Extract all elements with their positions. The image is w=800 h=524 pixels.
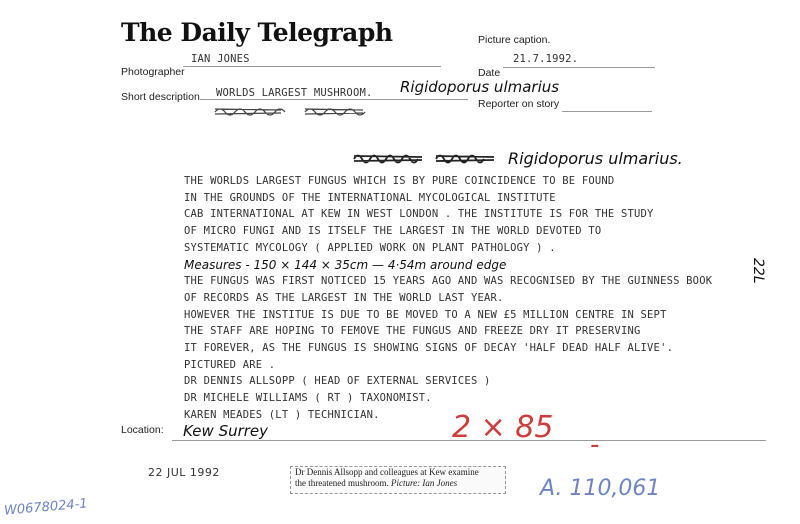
received-date-stamp: 22 JUL 1992 <box>148 466 220 479</box>
body-line: IT FOREVER, AS THE FUNGUS IS SHOWING SIGNS OF DECAY 'HALF DEAD HALF ALIVE'. <box>184 342 674 355</box>
body-line: IN THE GROUNDS OF THE INTERNATIONAL MYCOLOGICAL INSTITUTE <box>184 191 556 204</box>
body-line: KAREN MEADES (LT ) TECHNICIAN. <box>184 408 380 421</box>
short-description-label: Short description. <box>121 91 203 103</box>
body-line: THE FUNGUS WAS FIRST NOTICED 15 YEARS AGO AND WAS RECOGNISED BY THE GUINNESS BOOK <box>184 275 713 288</box>
red-tick-mark: - <box>590 430 600 460</box>
clipping-credit: Picture: Ian Jones <box>390 478 458 488</box>
body-line: CAB INTERNATIONAL AT KEW IN WEST LONDON . THE INSTITUTE IS FOR THE STUDY <box>184 208 654 221</box>
body-line: OF RECORDS AS THE LARGEST IN THE WORLD LAST YEAR. <box>184 291 504 304</box>
crossed-out-text-icon <box>213 104 373 118</box>
short-description-value: WORLDS LARGEST MUSHROOM. <box>216 87 373 99</box>
body-line: HOWEVER THE INSTITUE IS DUE TO BE MOVED TO A NEW £5 MILLION CENTRE IN SEPT <box>184 308 667 321</box>
photographer-label: Photographer <box>121 66 185 78</box>
archive-reference: A. 110,061 <box>540 476 661 501</box>
clipping-caption-text: the threatened mushroom. <box>295 478 389 488</box>
clipping-caption-line2 <box>291 478 505 489</box>
body-handwritten-title: Rigidoporus ulmarius. <box>508 149 683 168</box>
body-line: SYSTEMATIC MYCOLOGY ( APPLIED WORK ON PLANT PATHOLOGY ) . <box>184 241 556 254</box>
body-line: PICTURED ARE . <box>184 358 276 371</box>
short-description-rule <box>200 99 468 100</box>
photographer-rule <box>183 66 441 67</box>
picture-caption-label: Picture caption. <box>478 34 551 46</box>
date-rule <box>503 67 655 68</box>
date-value: 21.7.1992. <box>513 53 579 65</box>
newspaper-clipping <box>290 466 506 494</box>
body-line: THE STAFF ARE HOPING TO FEMOVE THE FUNGUS AND FREEZE DRY IT PRESERVING <box>184 325 641 338</box>
photographer-value: IAN JONES <box>191 53 250 65</box>
body-line: OF MICRO FUNGI AND IS ITSELF THE LARGEST IN THE WORLD DEVOTED TO <box>184 225 602 238</box>
reporter-rule <box>562 111 652 112</box>
bottom-reference-number: W0678024-1 <box>3 496 89 519</box>
location-value: Kew Surrey <box>183 422 269 440</box>
caption-body <box>184 173 712 424</box>
reporter-label: Reporter on story <box>478 98 560 110</box>
clipping-caption-line1: Dr Dennis Allsopp and colleagues at Kew examine <box>295 467 479 477</box>
body-line: THE WORLDS LARGEST FUNGUS WHICH IS BY PURE COINCIDENCE TO BE FOUND <box>184 175 615 187</box>
date-label: Date <box>478 67 501 79</box>
crossed-out-title-icon <box>352 150 500 166</box>
short-description-handwritten: Rigidoporus ulmarius <box>400 78 560 96</box>
location-label: Location: <box>121 424 164 436</box>
measures-handwritten-note: Measures - 150 × 144 × 35cm — 4·54m around edge <box>184 257 507 272</box>
body-line: DR DENNIS ALLSOPP ( HEAD OF EXTERNAL SERVICES ) <box>184 375 491 388</box>
side-handwritten-number: 22L <box>750 258 766 284</box>
masthead: The Daily Telegraph <box>121 18 393 47</box>
body-line: DR MICHELE WILLIAMS ( RT ) TAXONOMIST. <box>184 392 432 405</box>
red-size-note: 2 × 85 <box>452 410 554 445</box>
